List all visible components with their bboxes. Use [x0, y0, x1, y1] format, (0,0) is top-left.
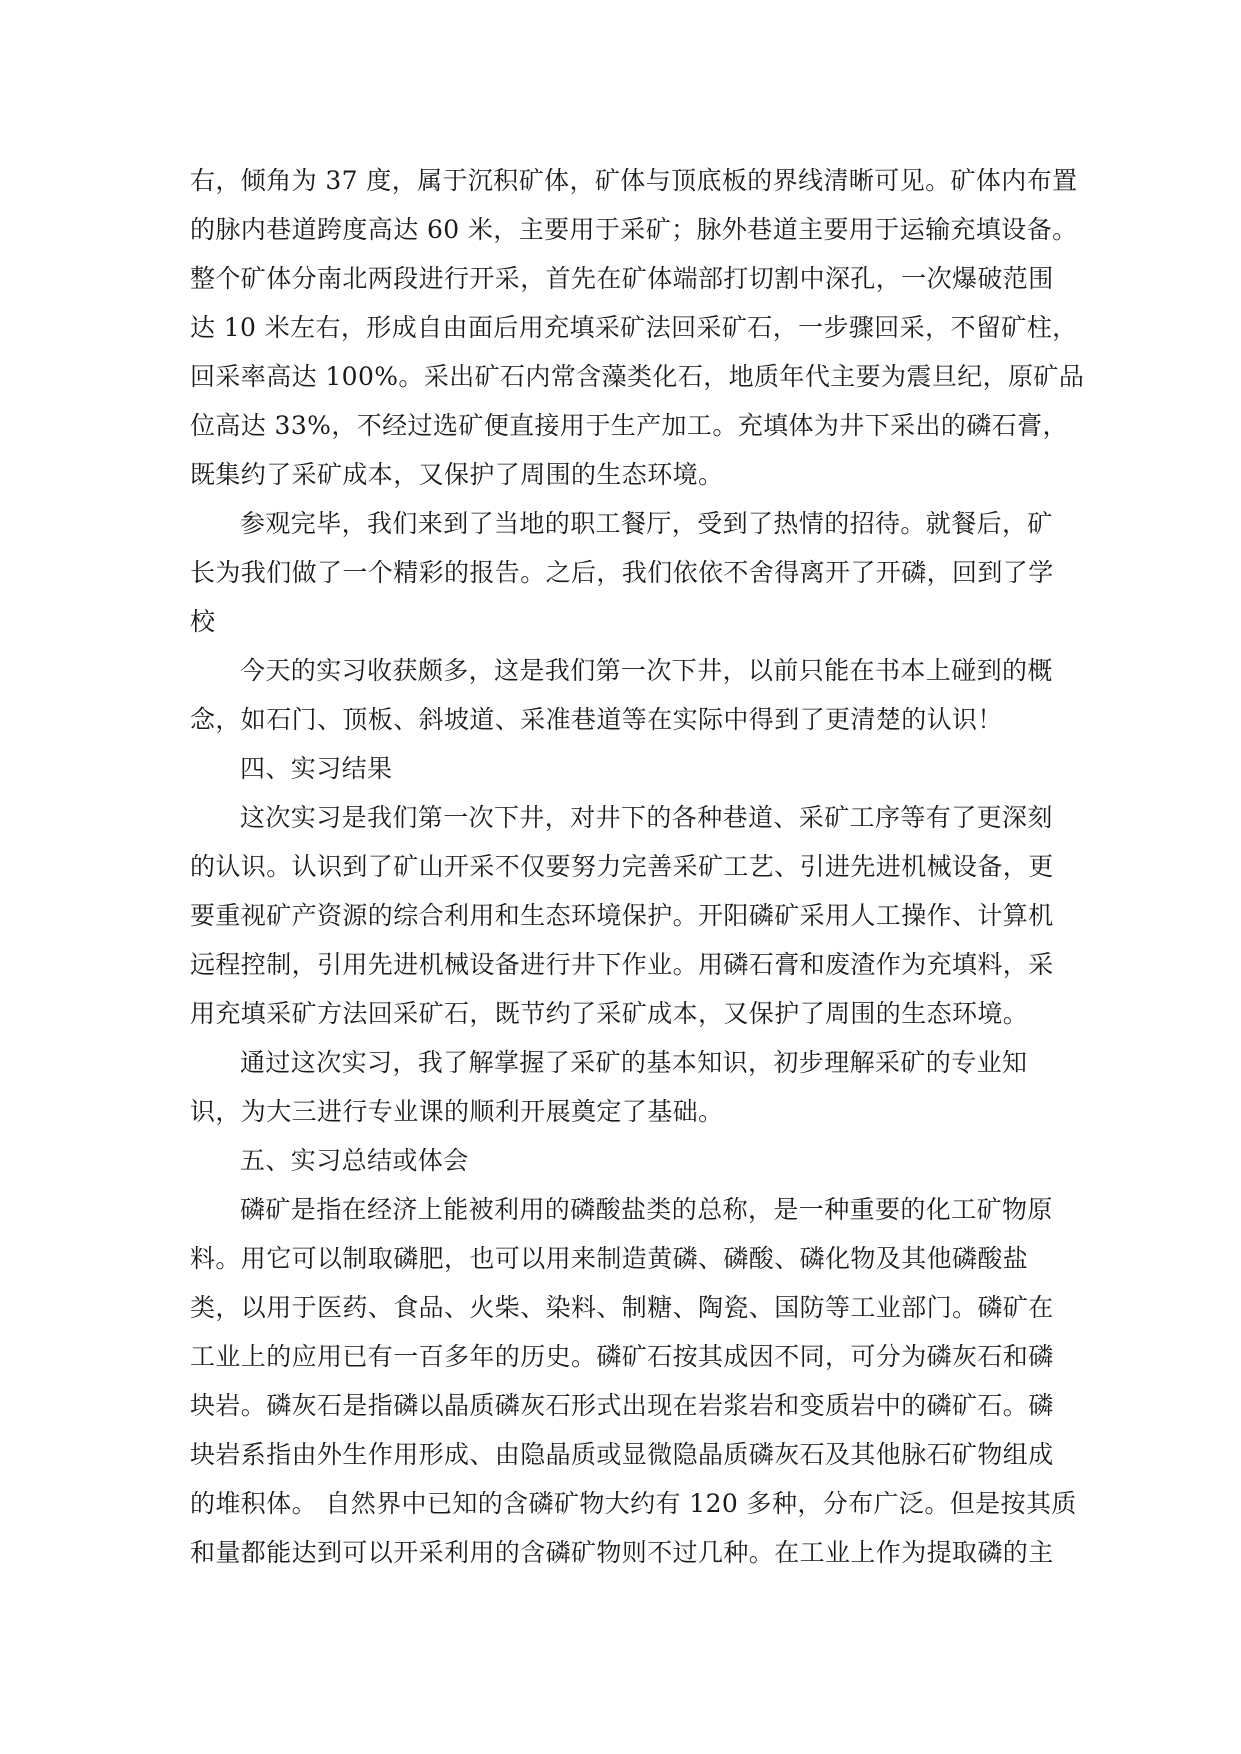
text-line: 位高达 33%，不经过选矿便直接用于生产加工。充填体为井下采出的磷石膏，	[190, 411, 1068, 440]
text-line: 用充填采矿方法回采矿石，既节约了采矿成本，又保护了周围的生态环境。	[190, 999, 1029, 1028]
text-line: 四、实习结果	[240, 754, 393, 783]
text-line: 工业上的应用已有一百多年的历史。磷矿石按其成因不同，可分为磷灰石和磷	[190, 1342, 1054, 1371]
text-line: 要重视矿产资源的综合利用和生态环境保护。开阳磷矿采用人工操作、计算机	[190, 901, 1054, 930]
text-line: 校	[190, 607, 216, 636]
text-line: 整个矿体分南北两段进行开采，首先在矿体端部打切割中深孔，一次爆破范围	[190, 264, 1054, 293]
text-line: 磷矿是指在经济上能被利用的磷酸盐类的总称，是一种重要的化工矿物原	[240, 1195, 1053, 1224]
text-line: 念，如石门、顶板、斜坡道、采准巷道等在实际中得到了更清楚的认识！	[190, 705, 1003, 734]
text-line: 今天的实习收获颇多，这是我们第一次下井，以前只能在书本上碰到的概	[240, 656, 1053, 685]
text-line: 回采率高达 100%。采出矿石内常含藻类化石，地质年代主要为震旦纪，原矿品	[190, 362, 1085, 391]
text-line: 的认识。认识到了矿山开采不仅要努力完善采矿工艺、引进先进机械设备，更	[190, 852, 1054, 881]
text-line: 既集约了采矿成本，又保护了周围的生态环境。	[190, 460, 724, 489]
text-line: 块岩。磷灰石是指磷以晶质磷灰石形式出现在岩浆岩和变质岩中的磷矿石。磷	[190, 1391, 1054, 1420]
text-line: 和量都能达到可以开采利用的含磷矿物则不过几种。在工业上作为提取磷的主	[190, 1538, 1054, 1567]
text-line: 右，倾角为 37 度，属于沉积矿体，矿体与顶底板的界线清晰可见。矿体内布置	[190, 166, 1078, 195]
text-line: 识，为大三进行专业课的顺利开展奠定了基础。	[190, 1097, 724, 1126]
text-line: 参观完毕，我们来到了当地的职工餐厅，受到了热情的招待。就餐后，矿	[240, 509, 1053, 538]
text-line: 块岩系指由外生作用形成、由隐晶质或显微隐晶质磷灰石及其他脉石矿物组成	[190, 1440, 1054, 1469]
document-body	[190, 156, 1085, 1577]
text-line: 这次实习是我们第一次下井，对井下的各种巷道、采矿工序等有了更深刻	[240, 803, 1053, 832]
text-line: 达 10 米左右，形成自由面后用充填采矿法回采矿石，一步骤回采，不留矿柱，	[190, 313, 1078, 342]
text-line: 长为我们做了一个精彩的报告。之后，我们依依不舍得离开了开磷，回到了学	[190, 558, 1054, 587]
text-line: 五、实习总结或体会	[240, 1146, 469, 1175]
text-line: 类，以用于医药、食品、火柴、染料、制糖、陶瓷、国防等工业部门。磷矿在	[190, 1293, 1054, 1322]
text-line: 远程控制，引用先进机械设备进行井下作业。用磷石膏和废渣作为充填料，采	[190, 950, 1054, 979]
text-line: 料。用它可以制取磷肥，也可以用来制造黄磷、磷酸、磷化物及其他磷酸盐	[190, 1244, 1029, 1273]
text-line: 的脉内巷道跨度高达 60 米，主要用于采矿；脉外巷道主要用于运输充填设备。	[190, 215, 1078, 244]
text-line: 通过这次实习，我了解掌握了采矿的基本知识，初步理解采矿的专业知	[240, 1048, 1028, 1077]
text-line: 的堆积体。 自然界中已知的含磷矿物大约有 120 多种，分布广泛。但是按其质	[190, 1489, 1077, 1518]
